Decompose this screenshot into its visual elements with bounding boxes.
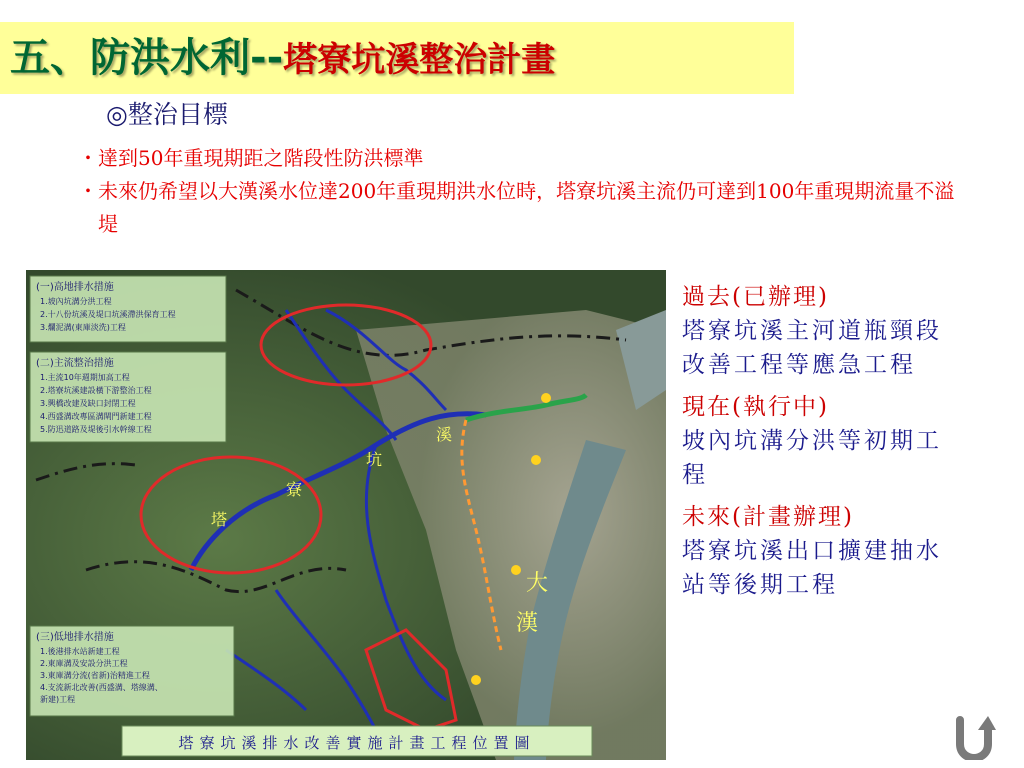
river-label-han: 漢	[516, 611, 539, 636]
work-site-marker	[531, 455, 541, 465]
legend-heading: (二)主流整治措施	[36, 358, 114, 369]
river-label-xi: 溪	[436, 425, 453, 444]
legend-item: 新建)工程	[40, 695, 76, 704]
work-site-marker	[471, 675, 481, 685]
bullet-dot: ・	[78, 146, 98, 170]
goal-list	[78, 142, 958, 241]
goal-item	[78, 175, 958, 241]
goal-text: 未來仍希望以大漢溪水位達200年重現期洪水位時，塔寮坑溪主流仍可達到100年重現期流量不溢堤	[98, 179, 955, 236]
return-arrow-icon	[952, 714, 996, 760]
phase-description: 塔寮坑溪主河道瓶頸段改善工程等應急工程	[682, 318, 942, 378]
legend-upper	[30, 276, 226, 342]
river-label-da: 大	[526, 571, 549, 596]
legend-item: 1.坡內坑溝分洪工程	[40, 297, 112, 306]
legend-item: 3.東庫溝分流(省新)治精進工程	[40, 671, 150, 680]
phase-present	[682, 390, 982, 492]
legend-item: 2.十八份坑溪及堤口坑溪滯洪保育工程	[40, 310, 176, 319]
legend-item: 1.後港排水站新建工程	[40, 647, 120, 656]
work-site-marker	[511, 565, 521, 575]
bullet-dot: ・	[78, 179, 98, 203]
legend-item: 2.塔寮坑溪建設橫下游整治工程	[40, 386, 152, 395]
legend-item: 4.支流新北改善(西盛溝、塔線溝、	[40, 683, 163, 692]
title-sub: 塔寮坑溪整治計畫	[283, 40, 556, 80]
legend-item: 5.防迅道路及堤後引水幹線工程	[40, 425, 152, 434]
phase-description: 塔寮坑溪出口擴建抽水站等後期工程	[682, 538, 942, 598]
project-location-map	[26, 270, 666, 760]
river-label-liao: 寮	[286, 480, 303, 499]
river-label-keng: 坑	[366, 450, 383, 469]
legend-item: 4.西盛溝改專區溝閘門新建工程	[40, 412, 152, 421]
phase-heading: 過去(已辦理)	[682, 284, 829, 310]
goal-text: 達到50年重現期距之階段性防洪標準	[98, 146, 424, 170]
return-button[interactable]	[952, 714, 996, 760]
phase-future	[682, 500, 982, 602]
legend-item: 3.爛泥溝(東庫淡洗)工程	[40, 323, 126, 332]
title-main: 五、防洪水利--	[10, 35, 284, 81]
legend-heading: (一)高地排水措施	[36, 282, 114, 293]
map-caption: 塔寮坑溪排水改善實施計畫工程位置圖	[178, 734, 536, 752]
phase-heading: 未來(計畫辦理)	[682, 504, 854, 530]
phase-heading: 現在(執行中)	[682, 394, 829, 420]
phase-description: 坡內坑溝分洪等初期工程	[682, 428, 942, 488]
slide-title	[10, 34, 555, 84]
legend-lower	[30, 626, 234, 716]
legend-item: 3.興橋改建及缺口封閉工程	[40, 399, 136, 408]
section-heading: ◎整治目標	[106, 100, 228, 129]
map-canvas	[26, 270, 666, 760]
legend-item: 1.主流10年週期加高工程	[40, 373, 130, 382]
goal-item	[78, 142, 958, 175]
river-label-ta: 塔	[211, 510, 228, 529]
legend-item: 2.東庫溝及安設分洪工程	[40, 659, 128, 668]
legend-heading: (三)低地排水措施	[36, 632, 114, 643]
project-phases	[682, 280, 982, 610]
phase-past	[682, 280, 982, 382]
legend-middle	[30, 352, 226, 442]
work-site-marker	[541, 393, 551, 403]
